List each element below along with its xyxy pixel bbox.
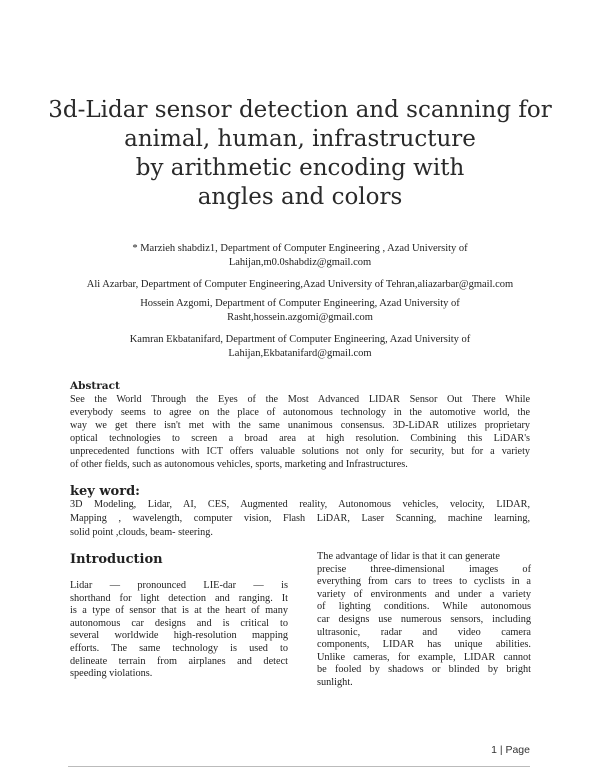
body-line: Lidar — pronounced LIE-dar — is <box>70 580 288 591</box>
abstract-line: See the World Through the Eyes of the Most Advanced LIDAR Sensor Out There While <box>70 394 530 405</box>
author-block <box>60 333 540 361</box>
keywords-line: solid point ,clouds, beam- steering. <box>70 527 213 538</box>
keywords-body <box>70 498 530 540</box>
abstract-line: everybody seems to agree on the place of autonomous technology in the automotive world, the <box>70 407 530 418</box>
abstract-line: of other fields, such as autonomous vehicles, sports, marketing and Infrastructures. <box>70 459 408 470</box>
title-line: 3d-Lidar sensor detection and scanning for <box>48 97 552 123</box>
body-line: delineate terrain from airplanes and detect <box>70 655 288 667</box>
abstract-line: way we get there isn't met with the same unanimous consensus. 3D-LiDAR utilizes proprietary <box>70 420 530 431</box>
abstract-heading: Abstract <box>70 380 120 392</box>
page-number: 1 | Page <box>491 744 530 756</box>
author-line: Rasht,hossein.azgomi@gmail.com <box>227 312 373 323</box>
body-line: speeding violations. <box>70 668 153 680</box>
title-line: by arithmetic encoding with <box>135 155 465 181</box>
body-line: everything from cars to trees to cyclists in a <box>317 576 531 588</box>
body-line: components, LIDAR has unique abilities. <box>317 639 531 651</box>
title-line: animal, human, infrastructure <box>124 126 476 152</box>
body-line: precise three-dimensional images of <box>317 563 531 575</box>
author-block <box>60 278 540 292</box>
body-line: car designs use numerous sensors, including <box>317 613 531 625</box>
introduction-right-column <box>317 551 531 690</box>
introduction-heading: Introduction <box>70 552 163 567</box>
abstract-body <box>70 393 530 471</box>
footer-divider <box>68 766 530 767</box>
paper-title <box>40 96 560 212</box>
abstract-line: unprecedented functions with ICT offers valuable solutions not only for security, but for a variety <box>70 446 530 457</box>
title-line: angles and colors <box>197 184 403 210</box>
introduction-left-column <box>70 580 288 681</box>
body-line: Unlike cameras, for example, LIDAR cannot <box>317 651 531 663</box>
body-line: several worldwide high-resolution mapping <box>70 630 288 642</box>
author-line: * Marzieh shabdiz1, Department of Computer Engineering , Azad University of <box>132 243 468 254</box>
body-line: be fooled by shadows or blinded by bright <box>317 664 531 676</box>
body-line: efforts. The same technology is used to <box>70 642 288 654</box>
author-block <box>60 297 540 325</box>
keywords-line: 3D Modeling, Lidar, AI, CES, Augmented reality, Autonomous vehicles, velocity, LIDAR, <box>70 499 530 510</box>
body-line: autonomous car designs and is critical to <box>70 617 288 629</box>
body-line: The advantage of lidar is that it can generate <box>317 551 500 562</box>
body-line: variety of environments and under a variety <box>317 588 531 600</box>
abstract-line: optical technologies to screen a broad area at high resolution. Combining this LiDAR's <box>70 433 530 444</box>
keywords-line: Mapping , wavelength, computer vision, Flash LiDAR, Laser Scanning, machine learning, <box>70 513 530 524</box>
author-line: Kamran Ekbatanifard, Department of Computer Engineering, Azad University of <box>129 334 471 345</box>
author-line: Lahijan,m0.0shabdiz@gmail.com <box>228 257 372 268</box>
body-line: sunlight. <box>317 676 353 688</box>
author-line: Ali Azarbar, Department of Computer Engineering,Azad University of Tehran,aliazarbar@gmail.com <box>86 279 514 290</box>
author-line: Lahijan,Ekbatanifard@gmail.com <box>228 348 372 359</box>
body-line: of lighting conditions. While autonomous <box>317 601 531 613</box>
author-block <box>60 242 540 270</box>
author-line: Hossein Azgomi, Department of Computer Engineering, Azad University of <box>140 298 460 309</box>
body-line: shorthand for light detection and ranging. It <box>70 592 288 604</box>
keywords-heading: key word: <box>70 484 140 499</box>
body-line: is a type of sensor that is at the heart of many <box>70 605 288 617</box>
body-line: ultrasonic, radar and video camera <box>317 626 531 638</box>
